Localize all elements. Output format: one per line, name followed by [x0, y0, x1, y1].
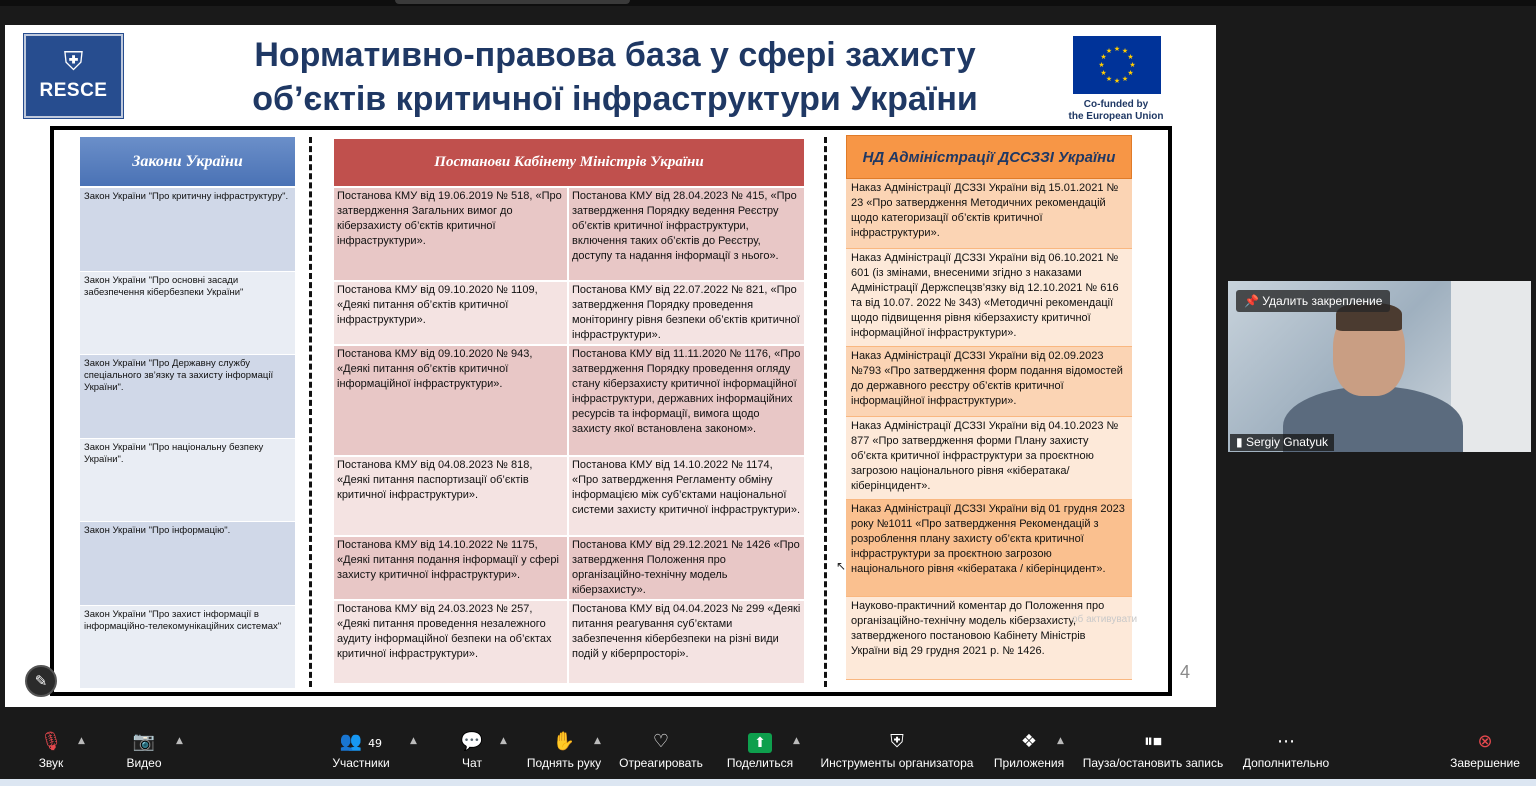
nd-item: Наказ Адміністрації ДСЗЗІ України від 15.01.2021 № 23 «Про затвердження Методичних рекомендацій щодо категоризації об’єктів критичної інфраструктури». — [846, 179, 1132, 249]
table-row — [334, 601, 804, 685]
svg-text:★: ★ — [1098, 61, 1105, 69]
audio-button[interactable] — [30, 730, 72, 770]
top-bar — [0, 0, 1536, 6]
more-label: Дополнительно — [1242, 756, 1330, 770]
video-background — [1451, 281, 1531, 452]
end-label: Завершение — [1450, 756, 1520, 770]
activation-watermark: об активувати — [1072, 614, 1138, 625]
chat-button[interactable] — [455, 730, 489, 770]
end-meeting-button[interactable] — [1448, 730, 1522, 770]
hand-icon: ✋ — [552, 731, 576, 752]
laws-list — [80, 188, 295, 689]
nd-list — [846, 179, 1132, 680]
table-row — [334, 188, 804, 282]
record-button[interactable] — [1080, 730, 1226, 770]
svg-text:★: ★ — [1127, 53, 1134, 61]
audio-label: Звук — [38, 756, 64, 770]
participants-icon: 👥 49 — [339, 731, 383, 752]
raise-hand-label: Поднять руку — [526, 756, 602, 770]
end-icon: ⊗ — [1477, 731, 1493, 752]
unpin-button[interactable] — [1236, 290, 1390, 312]
table-row — [334, 457, 804, 537]
nd-item: Наказ Адміністрації ДСЗЗІ України від 01 грудня 2023 року №1011 «Про затвердження Рекомендацій з розроблення плану захисту об’єкта критичної інфраструктури за проєктною загрозою національного рівня «кібератака / кіберінцидент». — [846, 500, 1132, 597]
share-icon: ⬆ — [725, 730, 795, 754]
law-item: Закон України "Про інформацію". — [80, 522, 295, 606]
mouse-cursor-icon: ↖ — [836, 559, 847, 573]
participants-options-caret[interactable]: ▲ — [410, 736, 417, 746]
apps-options-caret[interactable]: ▲ — [1057, 736, 1064, 746]
resce-emblem-icon: ⛨ — [63, 47, 84, 77]
table-row — [334, 282, 804, 346]
table-cell: Постанова КМУ від 24.03.2023 № 257, «Деякі питання проведення незалежного аудиту інформаційної безпеки на об’єктах критичної інфраструктури». — [334, 601, 569, 683]
annotate-pen-icon[interactable]: ✎ — [25, 665, 57, 697]
law-item: Закон України "Про основні засади забезпечення кібербезпеки України" — [80, 272, 295, 356]
law-item: Закон України "Про національну безпеку України". — [80, 439, 295, 523]
svg-text:★: ★ — [1129, 61, 1136, 69]
signal-icon: ▮ — [1236, 435, 1243, 449]
table-cell: Постанова КМУ від 29.12.2021 № 1426 «Про затвердження Положення про організаційно-технічну модель кіберзахисту». — [569, 537, 804, 599]
table-row — [334, 346, 804, 457]
svg-text:★: ★ — [1100, 69, 1107, 77]
svg-text:★: ★ — [1105, 75, 1113, 83]
table-row — [334, 537, 804, 601]
resce-logo — [24, 34, 123, 118]
pause-stop-record-icon: ⏸⏹ — [1144, 731, 1162, 752]
participants-count: 49 — [368, 737, 383, 750]
laws-header: Закони України — [80, 137, 295, 186]
react-button[interactable] — [617, 730, 705, 770]
table-cell: Постанова КМУ від 09.10.2020 № 1109, «Деякі питання об’єктів критичної інфраструктури». — [334, 282, 569, 344]
raise-hand-options-caret[interactable]: ▲ — [594, 736, 601, 746]
microphone-muted-icon: 🎙 — [39, 731, 63, 752]
svg-text:★: ★ — [1105, 47, 1113, 55]
law-item: Закон України "Про захист інформації в інформаційно-телекомунікаційних системах" — [80, 606, 295, 690]
eu-flag-icon — [1073, 36, 1161, 94]
more-icon: ⋯ — [1277, 731, 1295, 752]
table-cell: Постанова КМУ від 09.10.2020 № 943, «Деякі питання об’єктів критичної інформаційної інфраструктури». — [334, 346, 569, 455]
logo-text: RESCE — [39, 80, 108, 101]
law-item: Закон України "Про критичну інфраструктуру". — [80, 188, 295, 272]
nd-item: Наказ Адміністрації ДСЗЗІ України від 06.10.2021 № 601 (із змінами, внесеними згідно з наказами Адміністрації Держспецзв’язку від 12.10.2021 № 616 та від 10.07. 2022 № 343) «Методичні рекомендації щодо підвищення рівня кіберзахисту критичної інформаційної інфраструктури». — [846, 249, 1132, 347]
chat-icon: 💬 — [460, 731, 484, 752]
title-line-1: Нормативно-правова база у сфері захисту — [254, 36, 976, 74]
apps-button[interactable] — [992, 730, 1066, 770]
table-cell: Постанова КМУ від 14.10.2022 № 1175, «Деякі питання подання інформації у сфері захисту критичної інфраструктури». — [334, 537, 569, 599]
nd-item: Наказ Адміністрації ДСЗЗІ України від 04.10.2023 № 877 «Про затвердження форми Плану захисту об’єкта критичної інфраструктури за проєктною загрозою національного рівня «кібератака/кіберінцидент». — [846, 417, 1132, 500]
kmu-header: Постанови Кабінету Міністрів України — [334, 139, 804, 186]
table-cell: Постанова КМУ від 11.11.2020 № 1176, «Про затвердження Порядку проведення огляду стану кіберзахисту критичної інформаційної інфраструктури, державних інформаційних ресурсів та інформації, вимога щодо захисту якої встановлена законом». — [569, 346, 804, 455]
svg-text:★: ★ — [1121, 47, 1129, 55]
eu-line-2: the European Union — [1068, 111, 1164, 122]
chat-options-caret[interactable]: ▲ — [500, 736, 507, 746]
table-cell: Постанова КМУ від 04.08.2023 № 818, «Деякі питання паспортизації об’єктів критичної інфраструктури». — [334, 457, 569, 535]
video-options-caret[interactable]: ▲ — [176, 736, 183, 746]
more-button[interactable] — [1240, 730, 1332, 770]
pin-icon: 📌 — [1244, 294, 1259, 308]
share-options-caret[interactable]: ▲ — [793, 736, 800, 746]
eu-cofunded-label — [1061, 99, 1171, 123]
heart-icon: ♡ — [652, 731, 670, 752]
participants-button[interactable] — [328, 730, 394, 770]
svg-text:★: ★ — [1127, 69, 1134, 77]
kmu-table — [334, 188, 804, 685]
participants-label: Участники — [332, 756, 390, 770]
react-label: Отреагировать — [619, 756, 703, 770]
table-cell: Постанова КМУ від 19.06.2019 № 518, «Про затвердження Загальних вимог до кіберзахисту об’єктів критичної інфраструктури». — [334, 188, 569, 280]
nd-item: Наказ Адміністрації ДСЗЗІ України від 02.09.2023 №793 «Про затвердження форм подання відомостей до державного реєстру об’єктів критичної інформаційної інфраструктури». — [846, 347, 1132, 417]
participant-name: Sergiy Gnatyuk — [1245, 435, 1328, 449]
table-cell: Постанова КМУ від 22.07.2022 № 821, «Про затвердження Порядку проведення моніторингу рівня безпеки об’єктів критичної інфраструктури». — [569, 282, 804, 344]
record-label: Пауза/остановить запись — [1082, 756, 1224, 770]
pinned-video-tile[interactable] — [1228, 281, 1531, 452]
apps-icon: ❖ — [1020, 731, 1038, 752]
title-line-2: об’єктів критичної інфраструктури України — [252, 80, 978, 118]
apps-label: Приложения — [993, 756, 1065, 770]
table-cell: Постанова КМУ від 14.10.2022 № 1174, «Про затвердження Регламенту обміну інформацією між суб’єктами національної системи захисту критичної інфраструктури». — [569, 457, 804, 535]
nd-header: НД Адміністрації ДССЗЗІ України — [846, 135, 1132, 179]
host-tools-label: Инструменты организатора — [820, 756, 974, 770]
audio-options-caret[interactable]: ▲ — [78, 736, 85, 746]
divider-left — [309, 137, 312, 687]
svg-text:★: ★ — [1113, 77, 1121, 85]
page-number: 4 — [1180, 662, 1191, 682]
unpin-label: Удалить закрепление — [1262, 294, 1383, 308]
svg-text:★: ★ — [1100, 53, 1107, 61]
slide-title — [155, 33, 1075, 121]
law-item: Закон України "Про Державну службу спеціального зв’язку та захисту інформації України". — [80, 355, 295, 439]
video-button[interactable] — [122, 730, 166, 770]
divider-right — [824, 137, 827, 687]
top-drag-handle[interactable] — [395, 0, 630, 4]
host-tools-button[interactable] — [816, 730, 978, 770]
table-cell: Постанова КМУ від 28.04.2023 № 415, «Про затвердження Порядку ведення Реєстру об’єктів критичної інфраструктури, включення таких об’єктів до Реєстру, доступу та надання інформації з нього». — [569, 188, 804, 280]
meeting-toolbar — [0, 716, 1536, 786]
eu-line-1: Co-funded by — [1083, 99, 1149, 110]
bottom-border — [0, 779, 1536, 786]
shield-icon: ⛨ — [890, 731, 904, 752]
chat-label: Чат — [462, 756, 482, 770]
table-cell: Постанова КМУ від 04.04.2023 № 299 «Деякі питання реагування суб’єктами забезпечення кібербезпеки на різні види подій у кіберпросторі». — [569, 601, 804, 683]
camera-off-icon: 📷 — [132, 731, 156, 752]
video-label: Видео — [126, 756, 162, 770]
raise-hand-button[interactable] — [524, 730, 604, 770]
svg-text:★: ★ — [1113, 45, 1121, 53]
participant-name-badge — [1230, 434, 1334, 451]
share-button[interactable] — [725, 730, 795, 770]
nd-item: Науково-практичний коментар до Положення про організаційно-технічну модель кіберзахисту, затвердженого постановою Кабінету Міністрів України від 29 грудня 2021 р. № 1426. — [846, 597, 1132, 680]
shared-slide — [5, 25, 1216, 707]
share-label: Поделиться — [726, 756, 794, 770]
svg-text:★: ★ — [1121, 75, 1129, 83]
